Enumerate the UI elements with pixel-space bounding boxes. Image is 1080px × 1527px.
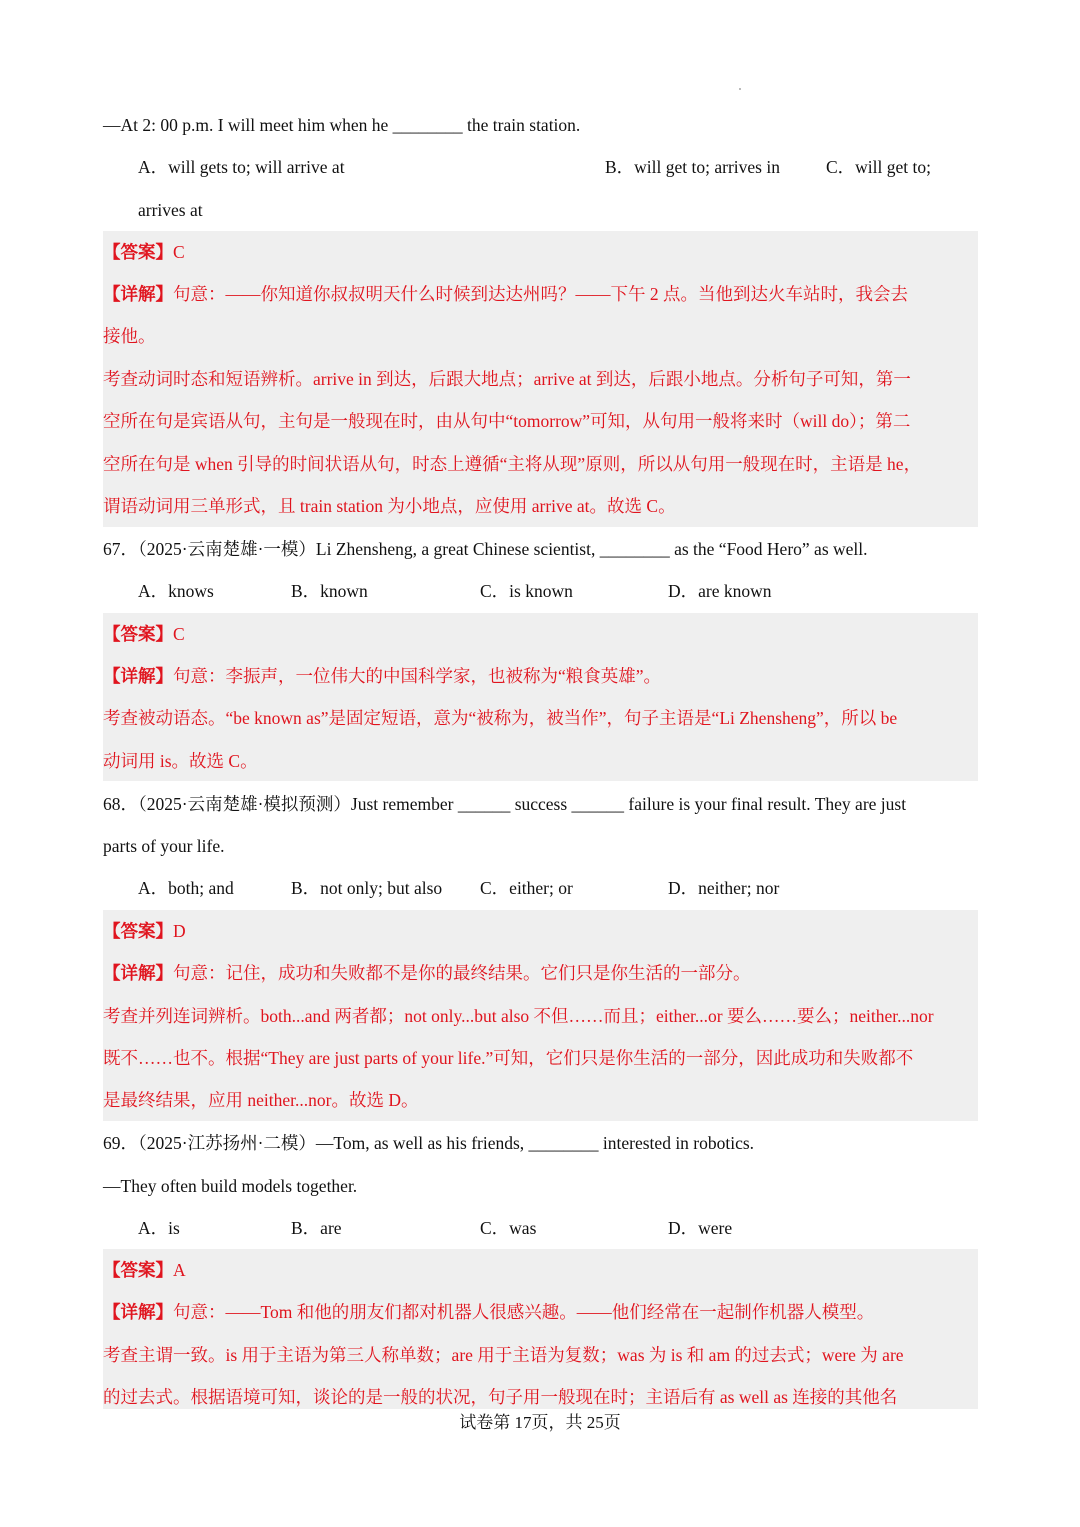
q67-stem: 67．（2025·云南楚雄·一模）Li Zhensheng, a great Chinese scientist, ________ as the “Food Hero” as well.	[103, 539, 868, 559]
q66-explain-line: 空所在句是 when 引导的时间状语从句，时态上遵循“主将从现”原则，所以从句用一般现在时，主语是 he，	[103, 454, 922, 474]
q69-explain-line: 的过去式。根据语境可知，谈论的是一般的状况，句子用一般现在时；主语后有 as well as 连接的其他名	[103, 1387, 898, 1407]
q68-option-a: A．both; and	[138, 878, 234, 898]
q69-explain-line: 【详解】句意：——Tom 和他的朋友们都对机器人很感兴趣。——他们经常在一起制作机器人模型。	[103, 1302, 875, 1322]
q66-explain-line: 【详解】句意：——你知道你叔叔明天什么时候到达达州吗？——下午 2 点。当他到达火车站时，我会去	[103, 284, 908, 304]
q69-answer: 【答案】A	[103, 1260, 186, 1280]
q67-option-c: C．is known	[480, 581, 573, 601]
q66-option-b: B．will get to; arrives in	[605, 157, 780, 177]
q68-explain-line: 考查并列连词辨析。both...and 两者都；not only...but also 不但……而且；either...or 要么……要么；neither...nor	[103, 1006, 934, 1026]
q66-explain-line: 谓语动词用三单形式，且 train station 为小地点，应使用 arrive at。故选 C。	[103, 496, 676, 516]
q68-option-c: C．either; or	[480, 878, 573, 898]
q68-stem-cont: parts of your life.	[103, 836, 225, 856]
q68-option-b: B．not only; but also	[291, 878, 443, 898]
q68-explain-line: 是最终结果，应用 neither...nor。故选 D。	[103, 1090, 419, 1110]
q66-option-c-cont: arrives at	[138, 200, 203, 220]
q67-explain-line: 【详解】句意：李振声，一位伟大的中国科学家，也被称为“粮食英雄”。	[103, 666, 662, 686]
q69-option-c: C．was	[480, 1218, 537, 1238]
q66-explain-line: 空所在句是宾语从句，主句是一般现在时，由从句中“tomorrow”可知，从句用一般将来时（will do）；第二	[103, 411, 911, 431]
q68-answer: 【答案】D	[103, 921, 186, 941]
q69-stem: 69．（2025·江苏扬州·二模）—Tom, as well as his friends, ________ interested in robotics.	[103, 1133, 755, 1153]
q67-explain-line: 考查被动语态。“be known as”是固定短语，意为“被称为，被当作”，句子主语是“Li Zhensheng”，所以 be	[103, 708, 898, 728]
q69-option-a: A．is	[138, 1218, 180, 1238]
scan-mark	[739, 88, 741, 90]
q66-explain-line: 考查动词时态和短语辨析。arrive in 到达，后跟大地点；arrive at 到达，后跟小地点。分析句子可知，第一	[103, 369, 911, 389]
q66-option-c: C．will get to;	[826, 157, 931, 177]
q67-option-d: D．are known	[668, 581, 772, 601]
q68-option-d: D．neither; nor	[668, 878, 780, 898]
q68-explain-line: 【详解】句意：记住，成功和失败都不是你的最终结果。它们只是你生活的一部分。	[103, 963, 751, 983]
page-footer: 试卷第 17页，共 25页	[459, 1413, 621, 1432]
q69-option-b: B．are	[291, 1218, 342, 1238]
q67-option-b: B．known	[291, 581, 368, 601]
q66-answer: 【答案】C	[103, 242, 185, 262]
q66-explain-line: 接他。	[103, 326, 156, 346]
q66-stem: —At 2: 00 p.m. I will meet him when he ________ the train station.	[103, 115, 581, 135]
q67-option-a: A．knows	[138, 581, 214, 601]
q69-option-d: D．were	[668, 1218, 733, 1238]
q69-explain-line: 考查主谓一致。is 用于主语为第三人称单数；are 用于主语为复数；was 为 is 和 am 的过去式；were 为 are	[103, 1345, 904, 1365]
q67-explain-line: 动词用 is。故选 C。	[103, 751, 258, 771]
q68-stem: 68．（2025·云南楚雄·模拟预测）Just remember ______ success ______ failure is your final result. They are just	[103, 794, 907, 814]
q67-answer: 【答案】C	[103, 624, 185, 644]
q68-explain-line: 既不……也不。根据“They are just parts of your life.”可知，它们只是你生活的一部分，因此成功和失败都不	[103, 1048, 914, 1068]
q69-stem-cont: —They often build models together.	[103, 1176, 358, 1196]
q66-option-a: A．will gets to; will arrive at	[138, 157, 345, 177]
